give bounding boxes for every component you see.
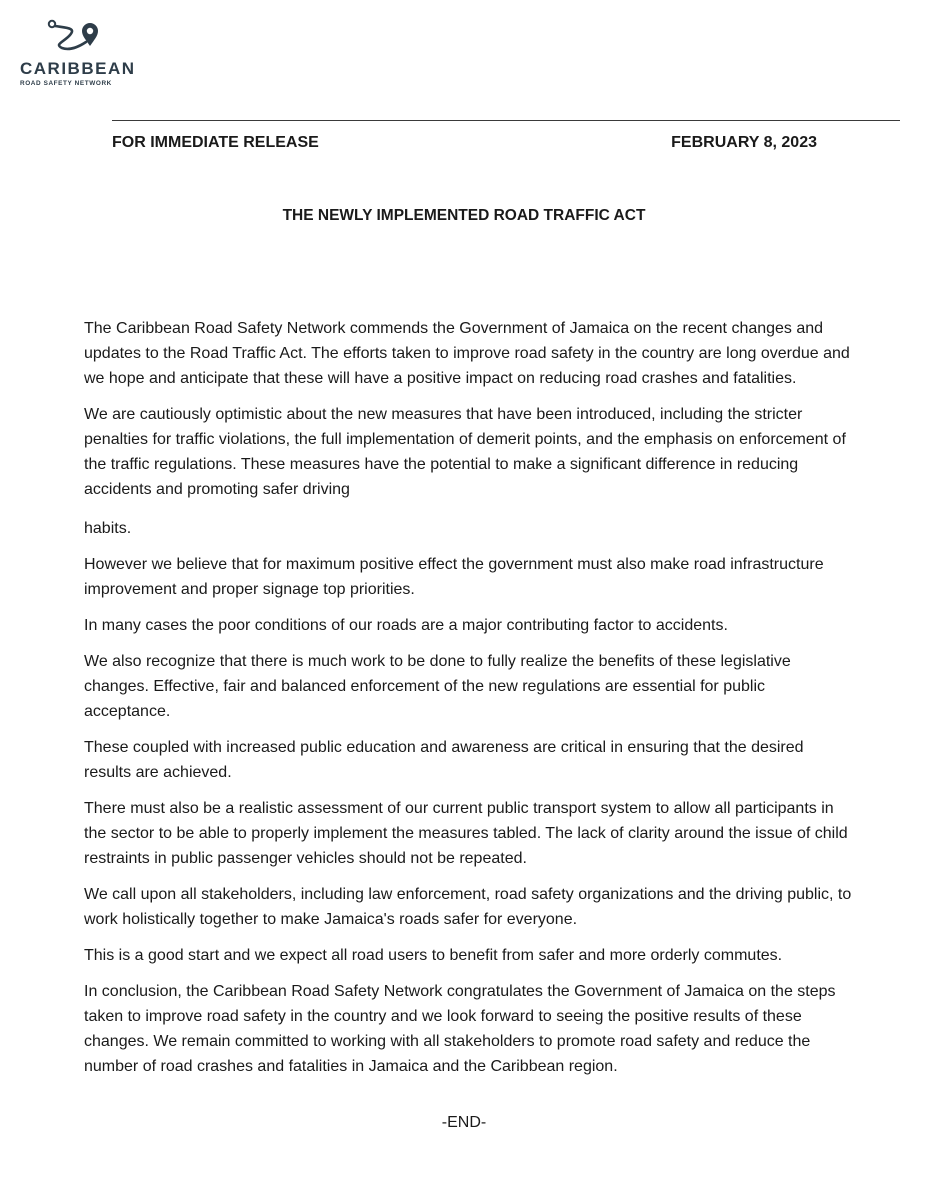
paragraph: The Caribbean Road Safety Network commends the Government of Jamaica on the recent changes and updates to the Road Traffic Act. The efforts taken to improve road safety in the country are long overdue and we hope and anticipate that these will have a positive impact on reducing road crashes and fatalities.: [84, 320, 850, 387]
paragraph: However we believe that for maximum positive effect the government must also make road infrastructure improvement and proper signage top priorities.: [84, 556, 824, 598]
paragraph: In conclusion, the Caribbean Road Safety Network congratulates the Government of Jamaica on the steps taken to improve road safety in the country and we look forward to seeing the positive results of these changes. We remain committed to working with all stakeholders to promote road safety and reduce the number of road crashes and fatalities in Jamaica and the Caribbean region.: [84, 983, 836, 1075]
paragraph: In many cases the poor conditions of our roads are a major contributing factor to accidents.: [84, 617, 728, 634]
paragraph: We also recognize that there is much work to be done to fully realize the benefits of these legislative changes. Effective, fair and balanced enforcement of the new regulations are essential for public acceptance.: [84, 653, 791, 720]
logo-name: CARIBBEAN: [20, 59, 136, 78]
header-divider: [112, 120, 900, 121]
paragraph: There must also be a realistic assessment of our current public transport system to allow all participants in the sector to be able to properly implement the measures tabled. The lack of clarity around the issue of child restraints in public passenger vehicles should not be repeated.: [84, 800, 848, 867]
release-date: FEBRUARY 8, 2023: [671, 134, 817, 151]
page-title: THE NEWLY IMPLEMENTED ROAD TRAFFIC ACT: [282, 207, 646, 224]
press-release-body: [84, 316, 854, 1090]
paragraph: We are cautiously optimistic about the new measures that have been introduced, including the stricter penalties for traffic violations, the full implementation of demerit points, and the emphasis on enforcement of the traffic regulations. These measures have the potential to make a significant difference in reducing accidents and promoting safer driving: [84, 406, 846, 498]
end-marker: -END-: [441, 1114, 487, 1131]
paragraph: We call upon all stakeholders, including law enforcement, road safety organizations and the driving public, to work holistically together to make Jamaica's roads safer for everyone.: [84, 886, 852, 928]
logo-tagline: ROAD SAFETY NETWORK: [20, 80, 112, 87]
route-pin-icon: [46, 18, 106, 52]
paragraph: habits.: [84, 520, 132, 537]
paragraph: These coupled with increased public education and awareness are critical in ensuring that the desired results are achieved.: [84, 739, 804, 781]
release-header: [112, 134, 817, 152]
release-label: FOR IMMEDIATE RELEASE: [112, 134, 319, 151]
organization-logo: [20, 18, 136, 87]
paragraph: This is a good start and we expect all road users to benefit from safer and more orderly commutes.: [84, 947, 783, 964]
